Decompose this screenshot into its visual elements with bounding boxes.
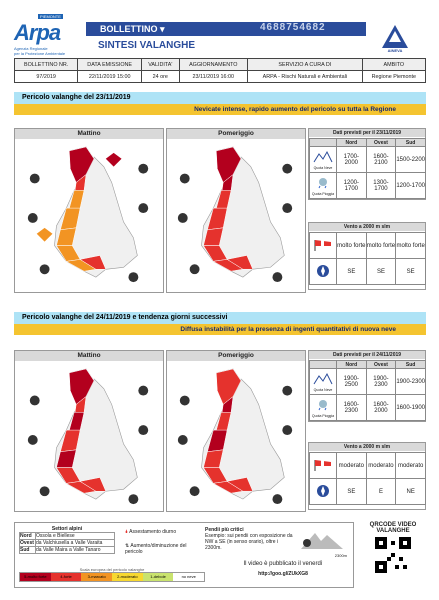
qr-code-icon[interactable] bbox=[375, 537, 411, 573]
day1-morning-map bbox=[15, 139, 163, 292]
scale-label: no neve bbox=[181, 574, 196, 579]
wind-strength: molto forte bbox=[366, 233, 396, 259]
day1-morning-panel bbox=[14, 128, 164, 293]
day2-wind-box bbox=[308, 442, 426, 510]
snow-line-icon bbox=[310, 369, 337, 395]
cell: 1600-1900 bbox=[396, 395, 426, 421]
col-header: Nord bbox=[337, 361, 367, 369]
meta-header: AMBITO bbox=[362, 59, 425, 71]
day1-afternoon-panel bbox=[166, 128, 306, 293]
cell: 1200-1700 bbox=[337, 173, 367, 199]
scale-label: 4-forte bbox=[60, 574, 72, 579]
col-header: Ovest bbox=[366, 139, 396, 147]
example-altitude: 2300m bbox=[334, 553, 347, 558]
snow-line-icon bbox=[310, 147, 337, 173]
logo-region: PIEMONTE bbox=[40, 14, 61, 19]
critical-example bbox=[297, 529, 347, 558]
sectors-legend bbox=[19, 526, 115, 554]
day2-morning-map bbox=[15, 361, 163, 511]
day1-forecast-table bbox=[309, 138, 426, 199]
col-header: Nord bbox=[337, 139, 367, 147]
cell: 1700-2000 bbox=[337, 147, 367, 173]
day2-forecast-box bbox=[308, 350, 426, 422]
meta-value: 22/11/2019 15:00 bbox=[78, 71, 142, 83]
cell: 1900-2500 bbox=[337, 369, 367, 395]
scale-level-2 bbox=[112, 573, 143, 581]
meta-header: SERVIZIO A CURA DI bbox=[248, 59, 363, 71]
day2-afternoon-map bbox=[167, 361, 305, 511]
scale-level-5 bbox=[20, 573, 51, 581]
sectors-table bbox=[19, 532, 115, 554]
scale-label: 1-debole bbox=[150, 574, 166, 579]
day2-title: Pericolo valanghe del 24/11/2019 e tendenza giorni successivi bbox=[14, 312, 426, 324]
logo-sub-2: per la Protezione Ambientale bbox=[14, 51, 66, 56]
wind-strength: molto forte bbox=[396, 233, 426, 259]
wind-direction: E bbox=[366, 479, 396, 505]
windsock-icon bbox=[310, 233, 337, 259]
meta-value: 97/2019 bbox=[15, 71, 78, 83]
day1-wind-title: Vento a 2000 m slm bbox=[309, 223, 425, 231]
day2-wind-table bbox=[309, 452, 426, 505]
danger-scale bbox=[19, 567, 205, 582]
sector-key: Sud bbox=[20, 547, 36, 554]
trend-label: Aumento/diminuzione del pericolo bbox=[125, 543, 187, 555]
legend bbox=[14, 522, 354, 588]
meta-value: 23/11/2019 16:00 bbox=[179, 71, 248, 83]
snow-line-label: Quota Neve bbox=[313, 165, 333, 170]
scale-title: Scala europea del pericolo valanghe bbox=[79, 567, 145, 572]
windsock-icon bbox=[310, 453, 337, 479]
scale-label: 5-molto forte bbox=[24, 574, 47, 579]
aineva-logo bbox=[380, 22, 410, 52]
meta-value: 24 ore bbox=[142, 71, 179, 83]
col-header: Ovest bbox=[366, 361, 396, 369]
sector-value: da Valle Maira a Valle Tanaro bbox=[36, 547, 115, 554]
arpa-logo bbox=[14, 14, 84, 56]
wind-direction: NE bbox=[396, 479, 426, 505]
meta-header: BOLLETTINO NR. bbox=[15, 59, 78, 71]
critical-title: Pendii più critici bbox=[205, 527, 244, 533]
video-link[interactable]: http://goo.gl/ZUkXG8 bbox=[258, 571, 308, 577]
cell: 1500-2200 bbox=[396, 147, 426, 173]
critical-text: Esempio: sui pendii con esposizione da NW a SE (in senso orario), oltre i 2300m. bbox=[205, 533, 293, 551]
day2-wind-title: Vento a 2000 m slm bbox=[309, 443, 425, 451]
cell: 1300-1700 bbox=[366, 173, 396, 199]
bulletin-label: BOLLETTINO bbox=[100, 24, 158, 34]
sector-value: da Valchiusella a Valle Varaita bbox=[36, 540, 115, 547]
bulletin-bar: BOLLETTINO ▾ bbox=[86, 22, 366, 36]
cell: 1200-1700 bbox=[396, 173, 426, 199]
wind-strength: moderato bbox=[366, 453, 396, 479]
compass-icon bbox=[310, 259, 337, 285]
day1-afternoon-map bbox=[167, 139, 305, 292]
sectors-title: Settori alpini bbox=[51, 526, 83, 532]
bulletin-meta-table bbox=[14, 58, 426, 83]
page-title: SINTESI VALANGHE bbox=[98, 40, 196, 51]
day2-afternoon-panel bbox=[166, 350, 306, 512]
wind-strength: moderato bbox=[337, 453, 367, 479]
snow-line-label: Quota Neve bbox=[313, 387, 333, 392]
day2-note: Diffusa instabilità per la presenza di ingenti quantitativi di nuova neve bbox=[14, 324, 426, 335]
wind-direction: SE bbox=[337, 259, 367, 285]
col-header: Sud bbox=[396, 139, 426, 147]
day2-morning-label: Mattino bbox=[15, 351, 163, 361]
wet-legend bbox=[125, 529, 205, 535]
wet-label: Assestamento diurno bbox=[129, 529, 177, 535]
scale-level-4 bbox=[51, 573, 82, 581]
rain-line-label: Quota Pioggia bbox=[311, 413, 335, 418]
scale-label: 2-moderato bbox=[117, 574, 138, 579]
rain-line-icon bbox=[310, 395, 337, 421]
meta-header: VALIDITA' bbox=[142, 59, 179, 71]
scale-label: 3-marcato bbox=[87, 574, 106, 579]
meta-value: Regione Piemonte bbox=[362, 71, 425, 83]
cell: 1600-2000 bbox=[366, 395, 396, 421]
video-info bbox=[215, 561, 351, 577]
cell: 1600-2300 bbox=[337, 395, 367, 421]
cell: 1900-2300 bbox=[396, 369, 426, 395]
meta-value: ARPA - Rischi Naturali e Ambientali bbox=[248, 71, 363, 83]
meta-header: DATA EMISSIONE bbox=[78, 59, 142, 71]
trend-arrows-icon: ⇅ bbox=[125, 543, 130, 549]
critical-legend bbox=[205, 527, 293, 551]
day1-afternoon-label: Pomeriggio bbox=[167, 129, 305, 139]
trend-legend bbox=[125, 543, 205, 555]
rain-line-icon bbox=[310, 173, 337, 199]
day1-wind-table bbox=[309, 232, 426, 285]
day1-forecast-box bbox=[308, 128, 426, 200]
wind-strength: molto forte bbox=[337, 233, 367, 259]
qr-area bbox=[360, 522, 426, 588]
aineva-label: AINEVA bbox=[387, 48, 403, 53]
cell: 1600-2100 bbox=[366, 147, 396, 173]
day1-wind-box bbox=[308, 222, 426, 290]
day1-forecast-title: Dati previsti per il 23/11/2019 bbox=[309, 129, 425, 137]
scale-no-snow bbox=[173, 573, 204, 581]
day2-forecast-table bbox=[309, 360, 426, 421]
wind-direction: SE bbox=[337, 479, 367, 505]
day1-morning-label: Mattino bbox=[15, 129, 163, 139]
wind-direction: SE bbox=[396, 259, 426, 285]
scale-level-1 bbox=[143, 573, 174, 581]
ghost-number: 4688754682 bbox=[260, 22, 326, 33]
video-text: Il video è pubblicato il venerdì bbox=[243, 561, 323, 567]
sector-value: Ossola e Biellese bbox=[36, 533, 115, 540]
wind-strength: moderato bbox=[396, 453, 426, 479]
sector-key: Nord bbox=[20, 533, 36, 540]
compass-icon bbox=[310, 479, 337, 505]
scale-level-3 bbox=[81, 573, 112, 581]
logo-word: Arpa bbox=[14, 20, 61, 45]
logo-sub-1: Agenzia Regionale bbox=[14, 46, 48, 51]
day1-title: Pericolo valanghe del 23/11/2019 bbox=[14, 92, 426, 104]
sector-key: Ovest bbox=[20, 540, 34, 546]
day2-forecast-title: Dati previsti per il 24/11/2019 bbox=[309, 351, 425, 359]
col-header: Sud bbox=[396, 361, 426, 369]
drop-icon: 🌢 bbox=[125, 529, 129, 535]
day2-morning-panel bbox=[14, 350, 164, 512]
meta-header: AGGIORNAMENTO bbox=[179, 59, 248, 71]
qr-title: QRCODE VIDEO VALANGHE bbox=[369, 522, 417, 534]
day2-afternoon-label: Pomeriggio bbox=[167, 351, 305, 361]
cell: 1900-2300 bbox=[366, 369, 396, 395]
wind-direction: SE bbox=[366, 259, 396, 285]
rain-line-label: Quota Pioggia bbox=[311, 191, 335, 196]
day1-note: Nevicate intense, rapido aumento del pericolo su tutta la Regione bbox=[14, 104, 426, 115]
